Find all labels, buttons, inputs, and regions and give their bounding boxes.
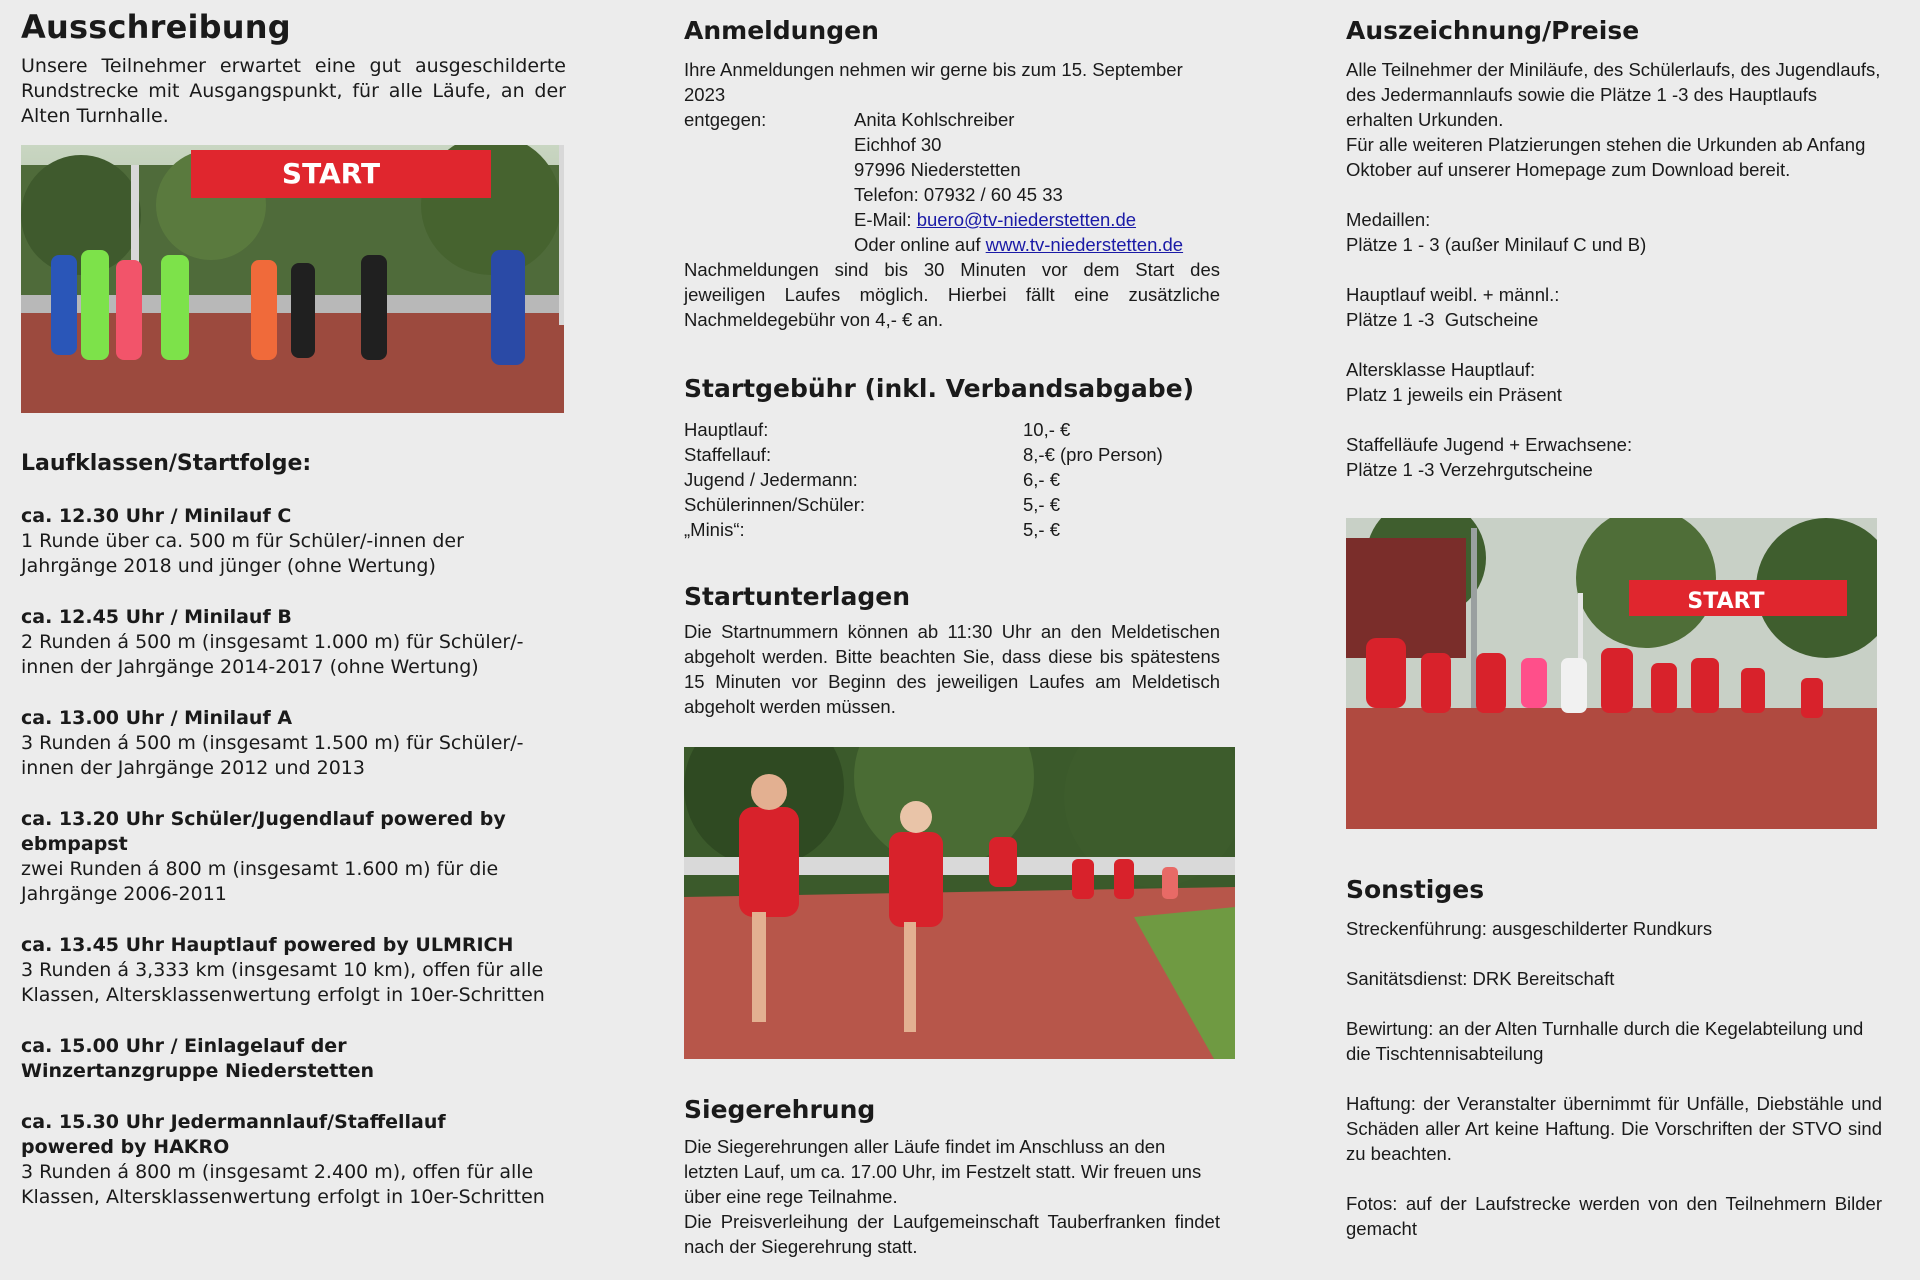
prizes-text-2: Für alle weiteren Platzierungen stehen die Urkunden ab Anfang Oktober auf unserer Homepage zum Download bereit. [1346,134,1866,180]
stage-heading: ca. 12.45 Uhr / Minilauf B [21,606,292,628]
registration-deadline: Ihre Anmeldungen nehmen wir gerne bis zum 15. September 2023 [684,59,1183,105]
misc-catering: Bewirtung: an der Alten Turnhalle durch die Kegelabteilung und die Tischtennisabteilung [1346,1018,1864,1064]
registration-title: Anmeldungen [684,16,879,45]
intro-text: Unsere Teilnehmer erwartet eine gut ausgeschilderte Rundstrecke mit Ausgangspunkt, für alle Läufe, an der Alten Turnhalle. [21,55,566,127]
email-label: E-Mail: [854,209,917,230]
banner-start-text: START [1687,589,1765,614]
contact-phone: Telefon: 07932 / 60 45 33 [854,184,1063,205]
misc-block [1346,916,1882,1241]
prizes-title: Auszeichnung/Preise [1346,16,1640,45]
misc-liability: Haftung: der Veranstalter übernimmt für Unfälle, Diebstähle und Schäden aller Art keine Haftung. Die Vorschriften der STVO sind zu beachten. [1346,1093,1882,1164]
age-class-text: Platz 1 jeweils ein Präsent [1346,384,1562,405]
start-docs-text: Die Startnummern können ab 11:30 Uhr an den Meldetischen abgeholt werden. Bitte beachten Sie, dass diese bis spätestens 15 Minuten vor Beginn des jeweiligen Laufes am Meldetisch abgeholt werden müssen. [684,621,1220,717]
stage-item [21,504,566,579]
fee-label: Schülerinnen/Schüler: [684,494,865,515]
fee-row [684,492,1220,517]
late-registration-text: Nachmeldungen sind bis 30 Minuten vor dem Start des jeweiligen Laufes möglich. Hierbei fällt eine zusätzliche Nachmeldegebühr von 4,- € an. [684,259,1220,330]
start-docs-title: Startunterlagen [684,582,911,611]
column-middle [684,0,1220,1259]
photo-kids-start [1346,518,1877,829]
stage-heading: ca. 15.00 Uhr / Einlagelauf der Winzertanzgruppe Niederstetten [21,1035,375,1082]
fee-row [684,517,1220,542]
registration-block [684,57,1220,332]
fee-row [684,442,1220,467]
fee-value: 5,- € [1023,494,1061,515]
email-link[interactable]: buero@tv-niederstetten.de [916,209,1137,230]
online-label: Oder online auf [854,234,986,255]
photo-start-runners [21,145,564,413]
fee-row [684,417,1220,442]
website-link[interactable]: www.tv-niederstetten.de [985,234,1184,255]
contact-city: 97996 Niederstetten [854,159,1021,180]
stage-text: 2 Runden á 500 m (insgesamt 1.000 m) für Schüler/-innen der Jahrgänge 2014-2017 (ohne Wertung) [21,631,524,678]
stage-heading: ca. 15.30 Uhr Jedermannlauf/Staffellauf powered by HAKRO [21,1111,446,1158]
stage-item [21,1110,566,1210]
title-ausschreibung: Ausschreibung [21,8,291,46]
fee-value: 5,- € [1023,519,1061,540]
fee-label: Staffellauf: [684,444,772,465]
banner-start-text: START [281,157,381,190]
misc-title: Sonstiges [1346,875,1485,904]
stage-item [21,807,566,907]
stage-heading: ca. 12.30 Uhr / Minilauf C [21,505,292,527]
column-right [1346,0,1882,1241]
photo-youth-runners [684,747,1235,1059]
fee-value: 6,- € [1023,469,1061,490]
main-race-text: Plätze 1 -3 Gutscheine [1346,309,1539,330]
misc-medic: Sanitätsdienst: DRK Bereitschaft [1346,968,1615,989]
misc-photos: Fotos: auf der Laufstrecke werden von den Teilnehmern Bilder gemacht [1346,1193,1882,1239]
registration-label: entgegen: [684,109,767,130]
misc-route: Streckenführung: ausgeschilderter Rundkurs [1346,918,1713,939]
classes-title: Laufklassen/Startfolge: [21,451,312,476]
stage-heading: ca. 13.00 Uhr / Minilauf A [21,707,293,729]
stage-heading: ca. 13.45 Uhr Hauptlauf powered by ULMRICH [21,934,514,956]
medals-label: Medaillen: [1346,209,1431,230]
fee-title: Startgebühr (inkl. Verbandsabgabe) [684,374,1195,403]
contact-street: Eichhof 30 [854,134,942,155]
stage-text: 3 Runden á 3,333 km (insgesamt 10 km), offen für alle Klassen, Altersklassenwertung erfolgt in 10er-Schritten [21,959,545,1006]
fee-label: „Minis“: [684,519,745,540]
column-left [21,0,566,1236]
stage-text: 3 Runden á 500 m (insgesamt 1.500 m) für Schüler/-innen der Jahrgänge 2012 und 2013 [21,732,524,779]
stage-text: zwei Runden á 800 m (insgesamt 1.600 m) für die Jahrgänge 2006-2011 [21,858,499,905]
stage-text: 3 Runden á 800 m (insgesamt 2.400 m), offen für alle Klassen, Altersklassenwertung erfolgt in 10er-Schritten [21,1161,545,1208]
stage-item [21,605,566,680]
stage-item [21,706,566,781]
relay-text: Plätze 1 -3 Verzehrgutscheine [1346,459,1593,480]
fee-label: Hauptlauf: [684,419,769,440]
prizes-block [1346,57,1882,482]
ceremony-title: Siegerehrung [684,1095,876,1124]
ceremony-text-2: Die Preisverleihung der Laufgemeinschaft Tauberfranken findet nach der Siegerehrung statt. [684,1211,1220,1257]
relay-label: Staffelläufe Jugend + Erwachsene: [1346,434,1633,455]
fee-value: 8,-€ (pro Person) [1023,444,1163,465]
stage-text: 1 Runde über ca. 500 m für Schüler/-innen der Jahrgänge 2018 und jünger (ohne Wertung) [21,530,464,577]
stage-heading: ca. 13.20 Uhr Schüler/Jugendlauf powered by ebmpapst [21,808,506,855]
fee-table [684,417,1220,542]
main-race-label: Hauptlauf weibl. + männl.: [1346,284,1560,305]
age-class-label: Altersklasse Hauptlauf: [1346,359,1536,380]
fee-value: 10,- € [1023,419,1071,440]
fee-row [684,467,1220,492]
stage-item [21,933,566,1008]
fee-label: Jugend / Jedermann: [684,469,858,490]
contact-name: Anita Kohlschreiber [854,109,1015,130]
prizes-text-1: Alle Teilnehmer der Miniläufe, des Schülerlaufs, des Jugendlaufs, des Jedermannlaufs sowie die Plätze 1 -3 des Hauptlaufs erhalten Urkunden. [1346,59,1881,130]
medals-text: Plätze 1 - 3 (außer Minilauf C und B) [1346,234,1647,255]
ceremony-text-1: Die Siegerehrungen aller Läufe findet im Anschluss an den letzten Lauf, um ca. 17.00 Uhr, im Festzelt statt. Wir freuen uns über eine rege Teilnahme. [684,1136,1202,1207]
stage-list [21,504,566,1210]
stage-item [21,1034,501,1084]
